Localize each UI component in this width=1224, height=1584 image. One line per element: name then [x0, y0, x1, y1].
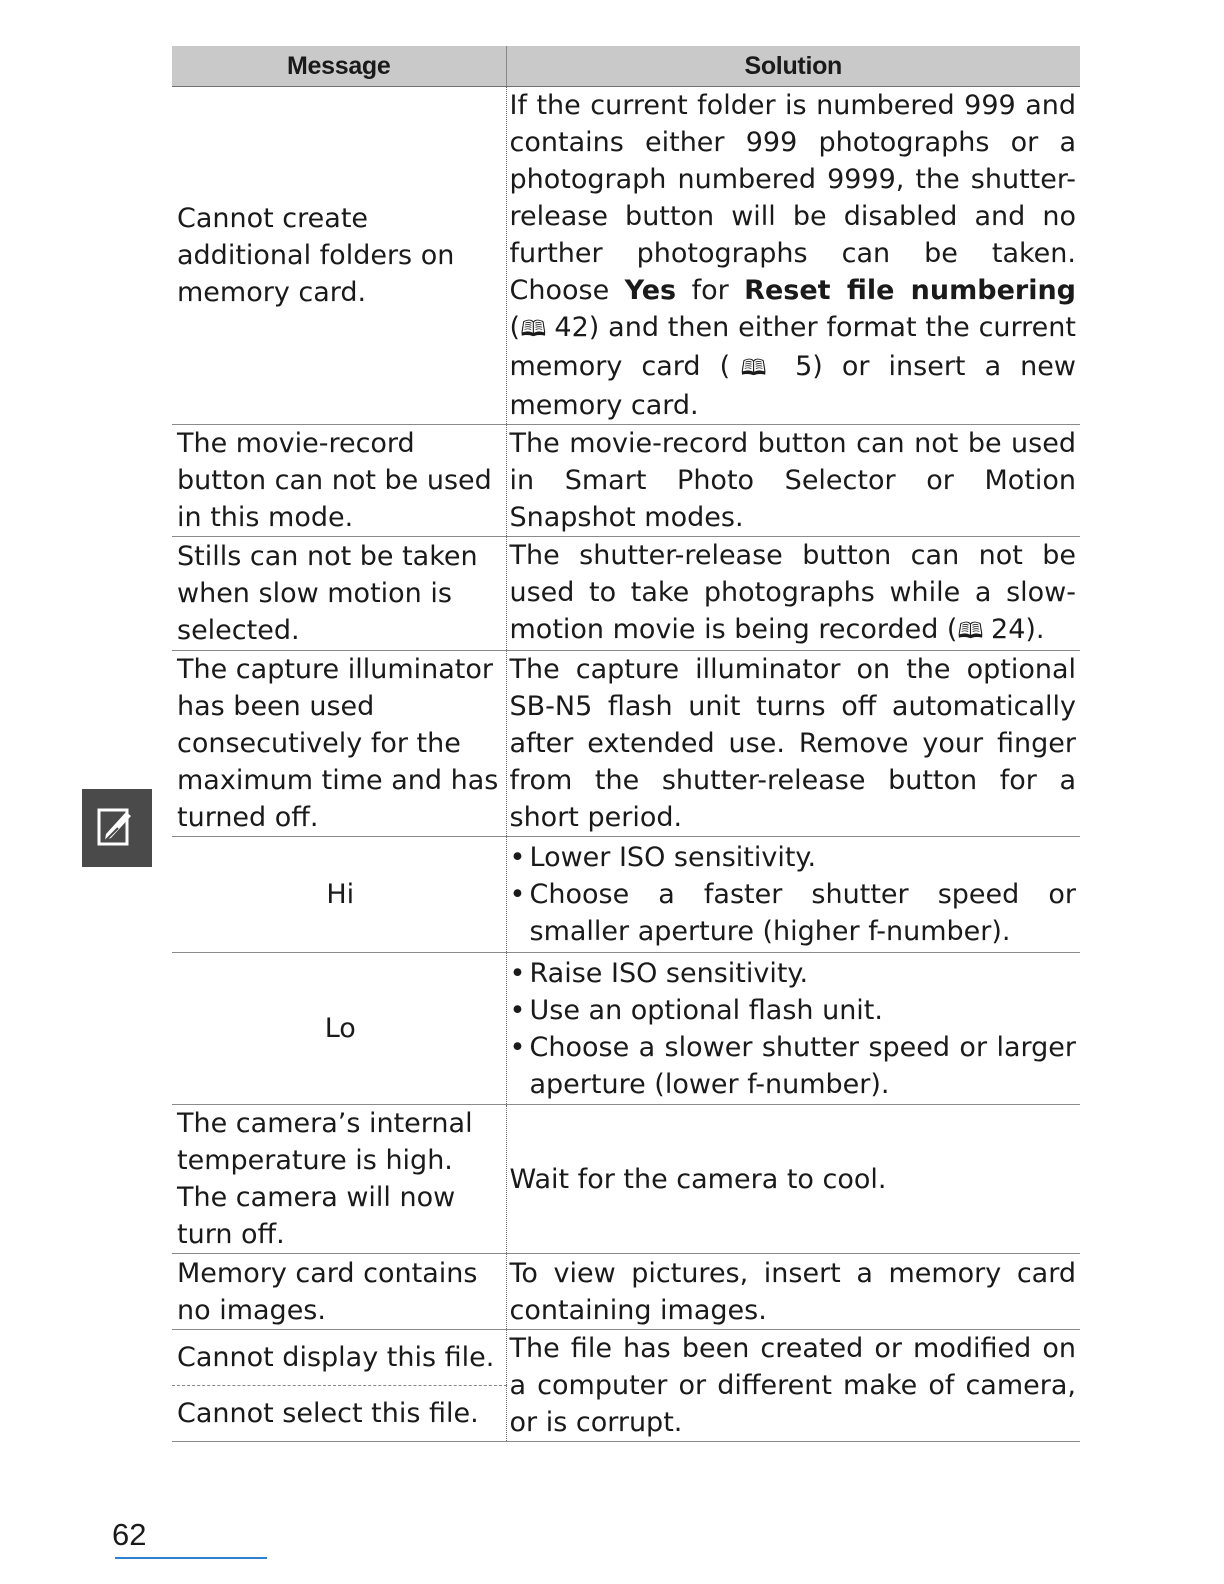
option-reset-file-numbering: Reset file numbering: [744, 275, 1077, 306]
page-reference: 42: [554, 312, 589, 343]
message-cell: The capture illuminator has been used consecutively for the maximum time and has turned off.: [172, 651, 506, 837]
page-reference: 24: [991, 614, 1026, 645]
error-message-table: [172, 46, 1080, 1442]
message-cell: Cannot display this file.: [172, 1330, 506, 1386]
table-row: [172, 87, 1080, 425]
message-cell: Hi: [172, 837, 506, 953]
list-item: • Choose a slower shutter speed or larger aperture (lower f-number).: [509, 1031, 1076, 1100]
solution-cell: If the current folder is numbered 999 and contains either 999 photographs or a photograph numbered 9999, the shutter-release button will be disabled and no further photographs can be taken. Choose Yes for Reset file numbering (🕮 42) and then either format the current memory card (🕮 5) or insert a new memory card.: [506, 87, 1080, 425]
list-item: • Choose a faster shutter speed or smaller aperture (higher f-number).: [509, 879, 1076, 947]
message-cell: Cannot select this file.: [172, 1386, 506, 1442]
bullet-list: [510, 955, 1077, 1103]
table-row: [172, 837, 1080, 953]
troubleshooting-pencil-icon: [96, 804, 136, 850]
book-icon: 🕮: [520, 317, 546, 342]
message-column-header: Message: [172, 46, 506, 87]
table-row: [172, 1330, 1080, 1386]
table-row: [172, 425, 1080, 537]
list-item: • Use an optional flash unit.: [509, 994, 883, 1026]
list-item: • Lower ISO sensitivity.: [509, 842, 817, 873]
solution-cell: [506, 837, 1080, 953]
solution-cell: The movie-record button can not be used in Smart Photo Selector or Motion Snapshot modes.: [506, 425, 1080, 537]
solution-cell: The file has been created or modified on a computer or different make of camera, or is corrupt.: [506, 1330, 1080, 1442]
table-header-row: [172, 46, 1080, 87]
table-row: [172, 651, 1080, 837]
option-yes: Yes: [624, 275, 677, 306]
book-icon: 🕮: [957, 619, 983, 644]
table-row: [172, 1254, 1080, 1330]
solution-column-header: Solution: [506, 46, 1080, 87]
message-cell: The movie-record button can not be used in this mode.: [172, 425, 506, 537]
solution-cell: The shutter-release button can not be used to take photographs while a slow-motion movie is being recorded (🕮 24).: [506, 537, 1080, 651]
bullet-list: [510, 839, 1077, 950]
page-reference: 5: [795, 351, 813, 382]
solution-cell: The capture illuminator on the optional SB-N5 flash unit turns off automatically after extended use. Remove your finger from the shutter-release button for a short period.: [506, 651, 1080, 837]
page-number-underline: [115, 1557, 267, 1559]
solution-cell: [506, 953, 1080, 1105]
list-item: • Raise ISO sensitivity.: [509, 957, 809, 989]
solution-cell: To view pictures, insert a memory card containing images.: [506, 1254, 1080, 1330]
message-cell: Memory card contains no images.: [172, 1254, 506, 1330]
message-cell: Stills can not be taken when slow motion is selected.: [172, 537, 506, 651]
section-tab-marker: [82, 789, 152, 867]
solution-cell: Wait for the camera to cool.: [506, 1105, 1080, 1254]
book-icon: 🕮: [730, 356, 777, 381]
message-cell: Lo: [172, 953, 506, 1105]
table-row: [172, 1105, 1080, 1254]
table-row: [172, 953, 1080, 1105]
page-number: 62: [112, 1517, 147, 1552]
message-cell: Cannot create additional folders on memory card.: [172, 87, 506, 425]
message-cell: The camera’s internal temperature is high. The camera will now turn off.: [172, 1105, 506, 1254]
table-row: [172, 537, 1080, 651]
